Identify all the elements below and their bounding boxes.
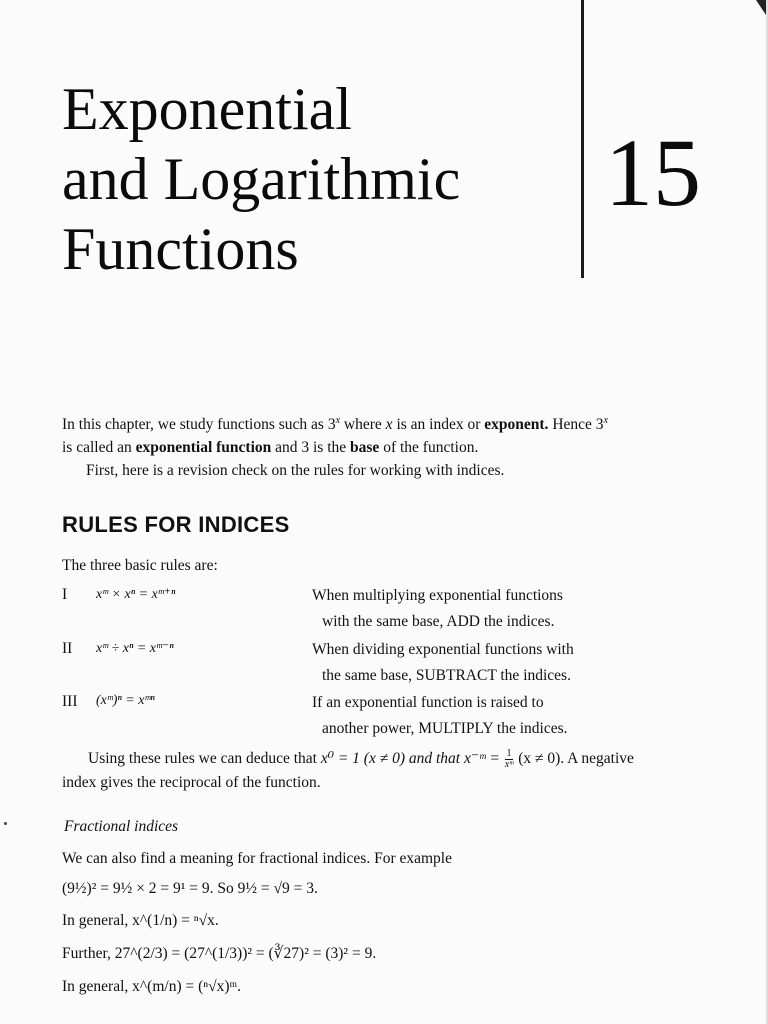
intro-line-1: In this chapter, we study functions such as 3$^x$ where x is an index or exponent. Hence 3$^x$ [62, 414, 608, 433]
deduce-line-2: index gives the reciprocal of the function. [62, 774, 321, 791]
fractional-line-1: We can also find a meaning for fractional indices. For example [62, 850, 452, 867]
chapter-number: 15 [605, 119, 701, 226]
chapter-title-line-2: and Logarithmic [62, 146, 461, 212]
fractional-line-5: In general, x^(m/n) = (ⁿ√x)ᵐ. [62, 978, 242, 995]
fractional-line-3: In general, x^(1/n) = ⁿ√x. [62, 912, 219, 929]
reciprocal-fraction: $\frac{1}{\text{xᵐ}}$ [504, 747, 514, 770]
rule-3-formula: (xᵐ)ⁿ = xᵐⁿ [96, 693, 155, 708]
fractional-line-2: (9½)² = 9½ × 2 = 9¹ = 9. So 9½ = √9 = 3. [62, 880, 318, 897]
rule-2-formula: xᵐ ÷ xⁿ = xᵐ⁻ⁿ [96, 641, 174, 656]
chapter-title-line-3: Functions [62, 216, 299, 282]
section-heading: RULES FOR INDICES [62, 512, 290, 537]
deduce-line-1: Using these rules we can deduce that x⁰ = 1 (x ≠ 0) and that x⁻ᵐ = $\frac{1}{\text{xᵐ}}$ (x ≠ 0). A negative [88, 747, 634, 770]
rule-3-desc-line-2: another power, MULTIPLY the indices. [322, 720, 568, 737]
rule-2-desc-line-2: the same base, SUBTRACT the indices. [322, 667, 571, 684]
rule-2-description [312, 637, 574, 689]
rule-3-desc-line-1: If an exponential function is raised to [312, 694, 544, 711]
rule-1-desc-line-2: with the same base, ADD the indices. [322, 613, 555, 630]
rule-1-number: I [62, 586, 68, 603]
title-divider [581, 0, 584, 278]
chapter-title [62, 74, 562, 284]
fractional-line-4: Further, 27^(2/3) = (27^(1/3))² = (∛27)² = (3)² = 9. [62, 945, 377, 962]
rule-3-number: III [62, 693, 78, 710]
rule-3-description [312, 690, 568, 742]
rule-1-formula: xᵐ × xⁿ = xᵐ⁺ⁿ [96, 587, 176, 602]
chapter-title-line-1: Exponential [62, 76, 352, 142]
rule-2-number: II [62, 640, 73, 657]
intro-line-2: is called an exponential function and 3 is the base of the function. [62, 439, 479, 456]
rule-2-desc-line-1: When dividing exponential functions with [312, 641, 574, 658]
subsection-heading: Fractional indices [64, 818, 179, 835]
scan-speck [4, 822, 7, 825]
rule-1-description [312, 583, 563, 635]
intro-line-3: First, here is a revision check on the rules for working with indices. [86, 462, 505, 479]
rule-1-desc-line-1: When multiplying exponential functions [312, 587, 563, 604]
rules-lead: The three basic rules are: [62, 557, 218, 574]
